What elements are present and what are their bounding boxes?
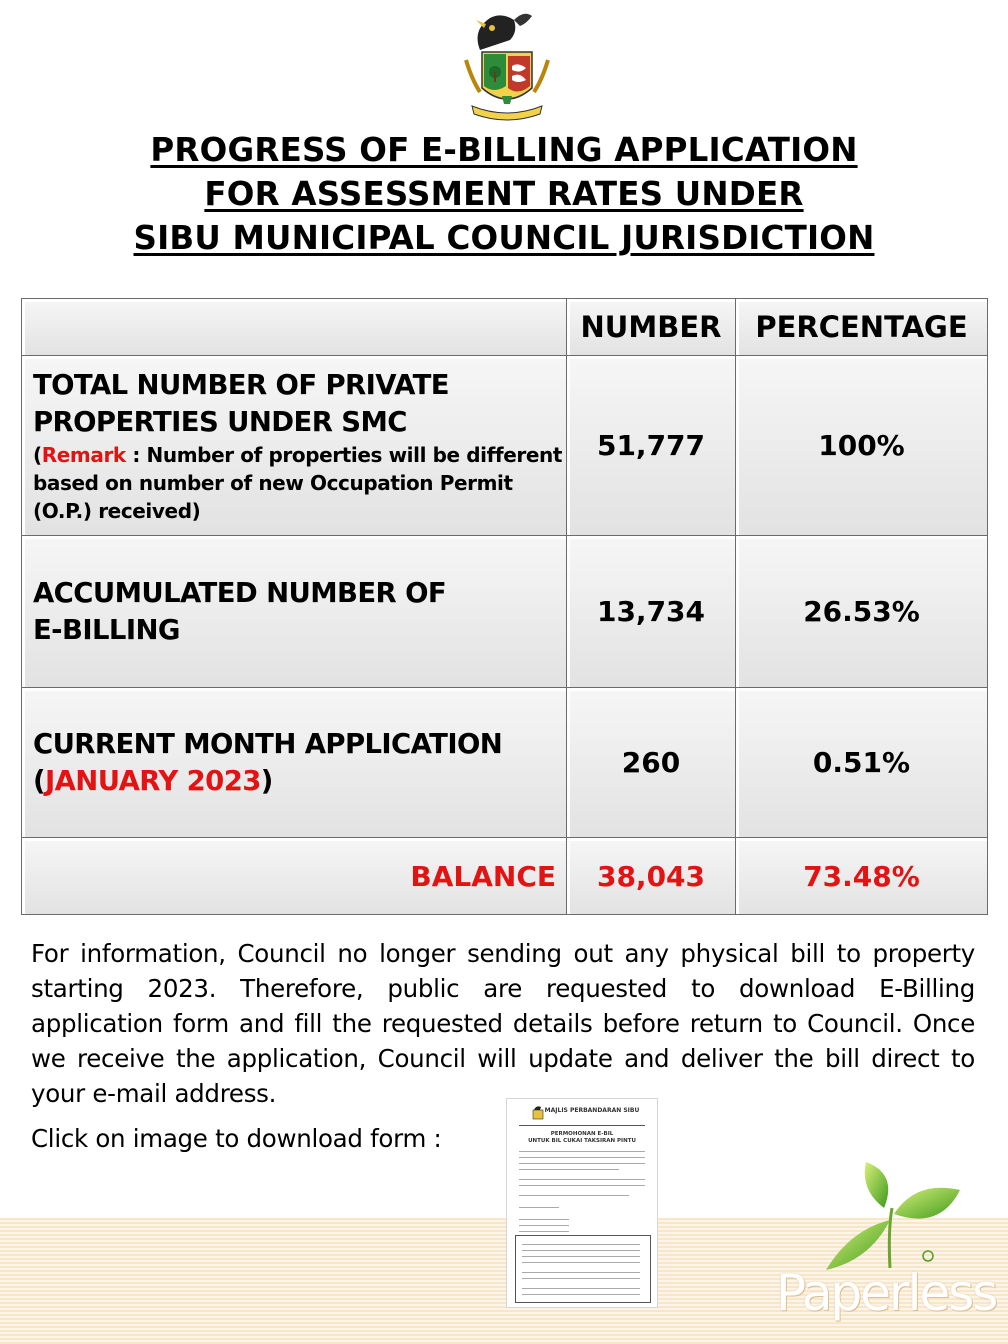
table-header-row: [22, 299, 988, 356]
green-leaves-icon: [820, 1160, 970, 1270]
paperless-brand: Paperless: [776, 1264, 997, 1322]
value-percentage: 100%: [736, 356, 988, 536]
row-label-accumulated: [22, 536, 567, 688]
remark-text: : Number of properties will be different based on number of new Occupation Permit (O.P.) received): [33, 442, 563, 523]
info-paragraph: For information, Council no longer sending out any physical bill to property starting 2023. Therefore, public are requested to download E-Billing application form and fill the requested details before return to Council. Once we receive the application, Council will update and deliver the bill direct to your e-mail address.: [31, 939, 975, 1108]
row-label-current-month: [22, 688, 567, 838]
value-percentage: 0.51%: [736, 688, 988, 838]
row-label-line: PROPERTIES UNDER SMC: [33, 405, 407, 438]
row-label-month-line: [33, 763, 566, 800]
sibu-council-crest-icon: [462, 10, 552, 126]
row-label-line: ACCUMULATED NUMBER OF: [33, 576, 447, 609]
header-label-cell: [22, 299, 567, 356]
row-label-line: CURRENT MONTH APPLICATION: [33, 727, 503, 760]
download-form-thumbnail[interactable]: [506, 1098, 658, 1308]
form-header: MAJLIS PERBANDARAN SIBU: [544, 1107, 640, 1114]
header-number: NUMBER: [567, 299, 736, 356]
title-line-2: FOR ASSESSMENT RATES UNDER: [204, 175, 804, 213]
download-prompt: Click on image to download form :: [31, 1124, 442, 1153]
remark-note: [33, 441, 566, 525]
balance-number: 38,043: [567, 838, 736, 915]
title-line-1: PROGRESS OF E-BILLING APPLICATION: [150, 131, 858, 169]
table-row: [22, 356, 988, 536]
value-number: 260: [567, 688, 736, 838]
remark-word: Remark: [41, 442, 126, 467]
page-title: [0, 128, 1008, 260]
table-row: [22, 688, 988, 838]
form-notes-box: [515, 1235, 651, 1303]
close-paren: ): [260, 764, 273, 797]
form-title-1: PERMOHONAN E-BIL: [550, 1131, 614, 1137]
row-label-total-properties: [22, 356, 567, 536]
value-number: 51,777: [567, 356, 736, 536]
value-number: 13,734: [567, 536, 736, 688]
current-month: JANUARY 2023: [44, 764, 261, 797]
row-label-line: E-BILLING: [33, 613, 180, 646]
e-billing-stats-table: [21, 298, 988, 915]
remark-open-paren: (: [33, 442, 42, 467]
table-row-balance: [22, 838, 988, 915]
title-line-3: SIBU MUNICIPAL COUNCIL JURISDICTION: [133, 219, 875, 257]
balance-percentage: 73.48%: [736, 838, 988, 915]
open-paren: (: [33, 764, 45, 797]
row-label-line: TOTAL NUMBER OF PRIVATE: [33, 368, 449, 401]
header-percentage: PERCENTAGE: [736, 299, 988, 356]
form-title-2: UNTUK BIL CUKAI TAKSIRAN PINTU: [528, 1138, 636, 1144]
balance-label: BALANCE: [22, 838, 567, 915]
value-percentage: 26.53%: [736, 536, 988, 688]
table-row: [22, 536, 988, 688]
